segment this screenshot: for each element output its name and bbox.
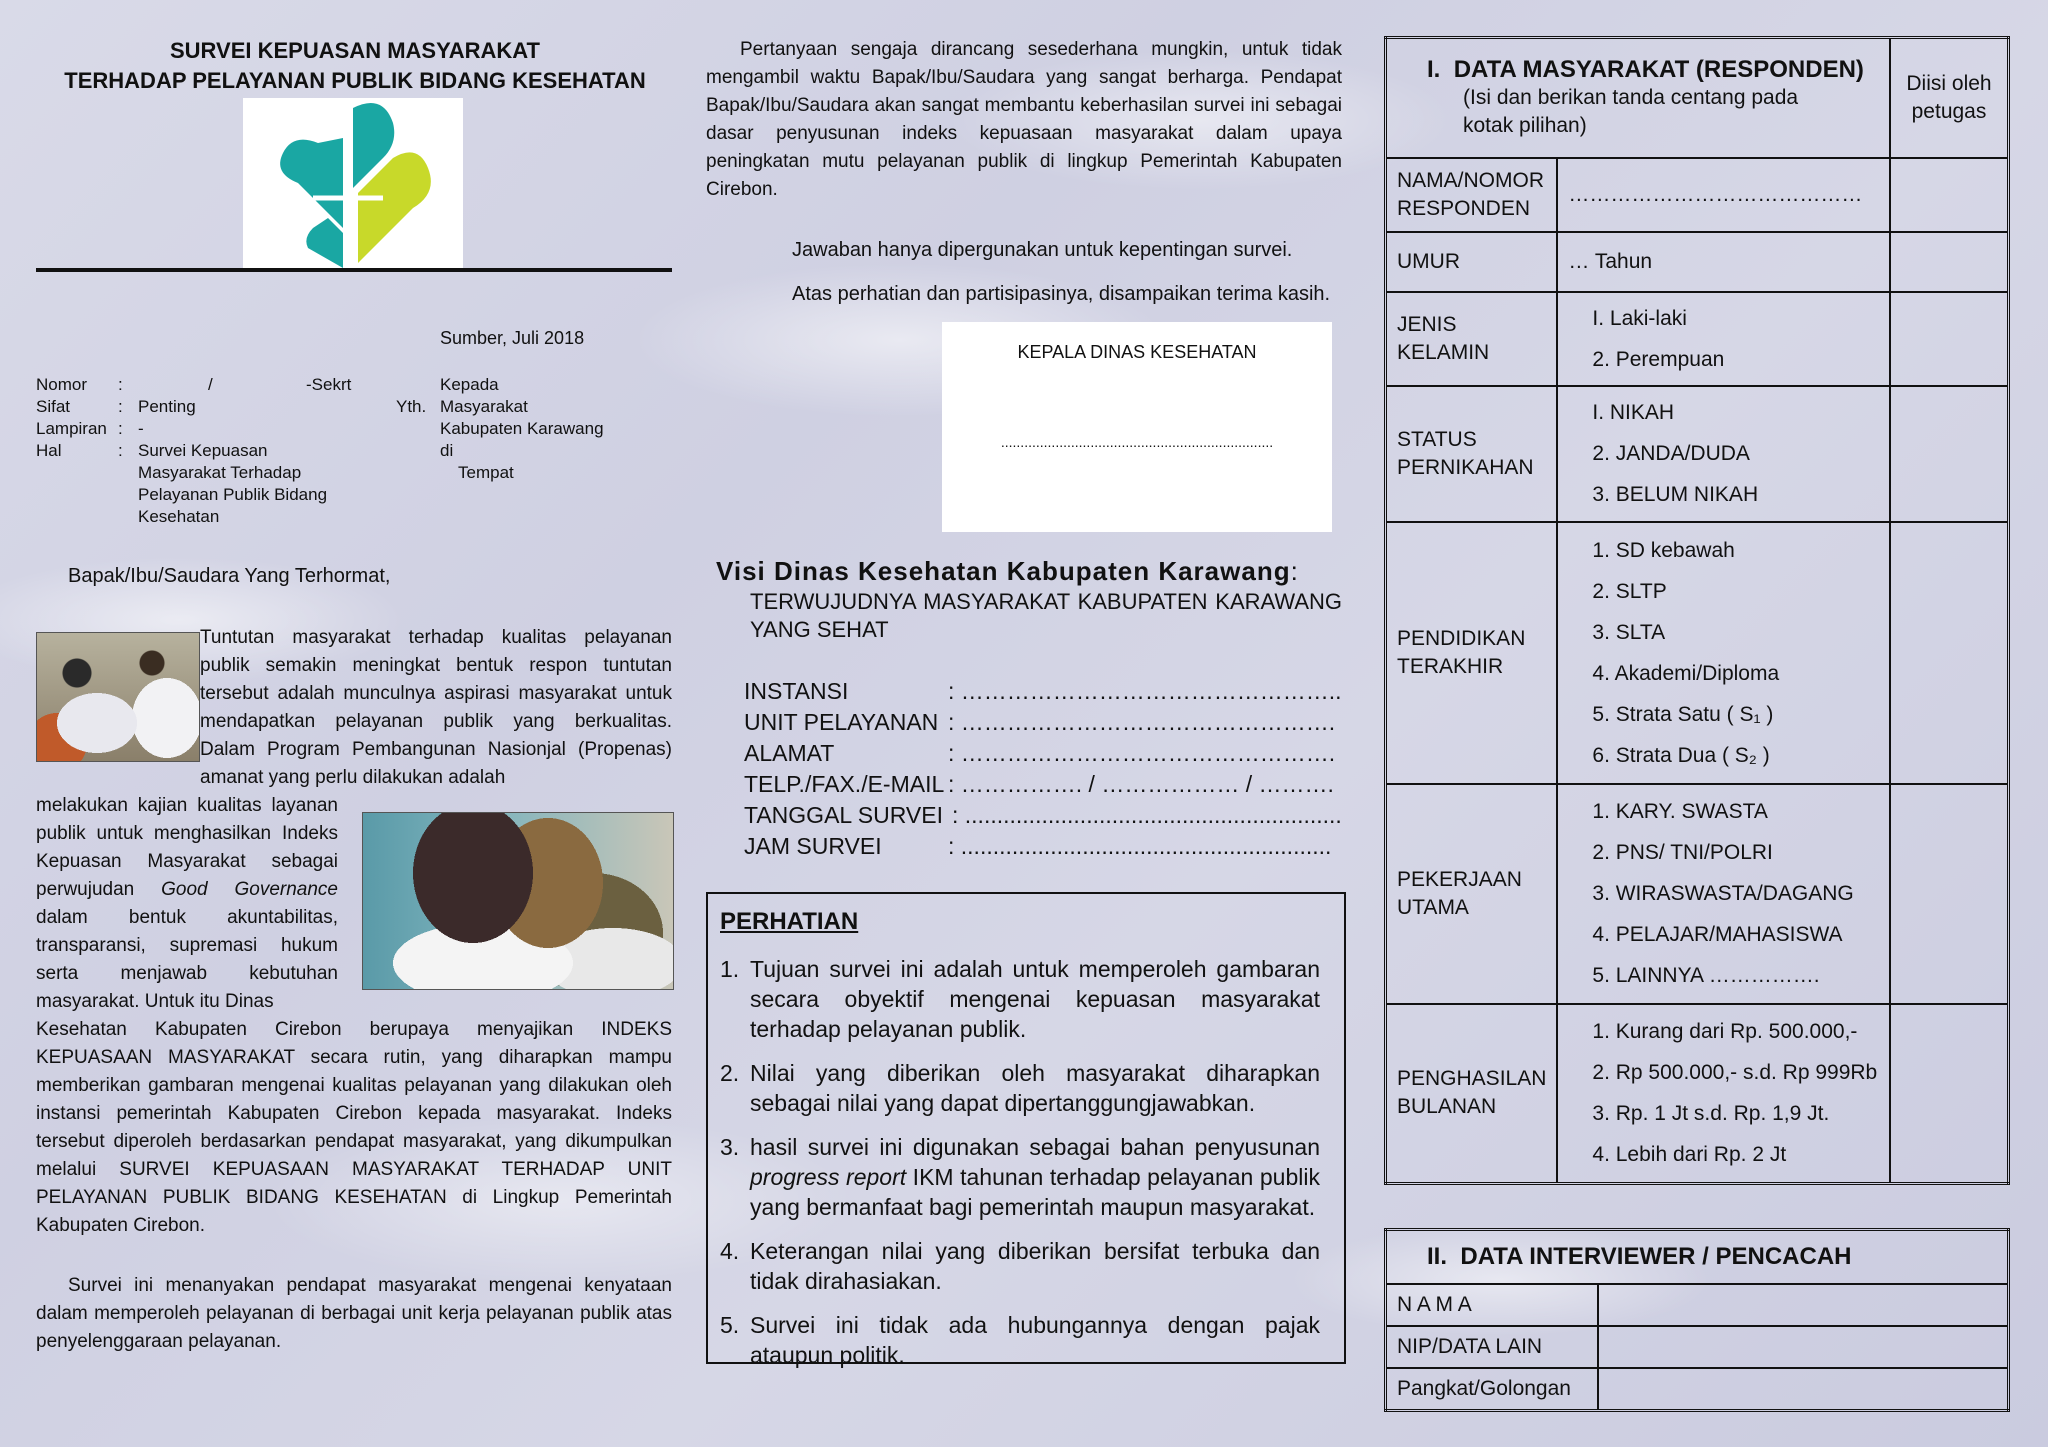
community-photo [36, 632, 200, 762]
option-item[interactable]: 6. Strata Dua ( S₂ ) [1592, 743, 1770, 767]
officer-cell[interactable] [1890, 522, 2009, 784]
section1-header-row [1386, 38, 2009, 158]
option-item[interactable]: 2. Rp 500.000,- s.d. Rp 999Rb [1592, 1061, 1878, 1085]
row-label: JENIS KELAMIN [1386, 292, 1558, 386]
survey-description-paragraph: Survei ini menanyakan pendapat masyarakat mengenai kenyataan dalam memperoleh pelayanan di berbagai unit kerja pelayanan publik atas penyelenggaraan pelayanan. [36, 1275, 672, 1352]
item-number: 4. [720, 1238, 740, 1264]
item-text: Nilai yang diberikan oleh masyarakat diharapkan sebagai nilai yang dapat dipertanggungjawabkan. [750, 1060, 1320, 1116]
item-text-b: IKM tahunan terhadap pelayanan publik yang bermanfaat bagi pemerintah maupun masyarakat. [750, 1164, 1320, 1220]
form-value[interactable]: : …………………………………………. [948, 740, 1336, 766]
form-value[interactable]: : ………………………………………….. [948, 678, 1342, 704]
form-row-jam-survei[interactable] [744, 831, 1344, 862]
kepada-label: Kepada [440, 375, 499, 394]
income-options [1557, 1004, 1890, 1184]
sifat-value: Penting [138, 397, 196, 416]
vision-heading-text: Visi Dinas Kesehatan Kabupaten Karawang [716, 556, 1291, 586]
option-item[interactable]: 2. JANDA/DUDA [1592, 442, 1750, 465]
recipient-line-1: Masyarakat [440, 397, 528, 416]
health-ministry-logo-icon [243, 98, 463, 268]
table-row [1386, 158, 2009, 232]
option-item[interactable]: 1. SD kebawah [1592, 538, 1735, 562]
form-row-unit-pelayanan[interactable] [744, 707, 1344, 738]
intro-b-italic: Good Governance [161, 879, 338, 900]
attention-item [720, 1310, 1320, 1370]
item-text: Tujuan survei ini adalah untuk memperoleh gambaran secara obyektif mengenai kepuasan masyarakat terhadap pelayanan publik. [750, 956, 1320, 1042]
hal-value-2: Masyarakat Terhadap [138, 463, 302, 482]
row-label: STATUS PERNIKAHAN [1386, 386, 1558, 522]
interviewer-name-input[interactable] [1598, 1284, 2009, 1326]
table-row [1386, 1326, 2009, 1368]
option-item[interactable]: 3. BELUM NIKAH [1592, 483, 1759, 506]
section1-title-text: DATA MASYARAKAT (RESPONDEN) [1453, 55, 1864, 83]
form-label: JAM SURVEI [744, 833, 882, 859]
option-item[interactable]: 1. Kurang dari Rp. 500.000,- [1592, 1020, 1858, 1044]
option-item[interactable]: 4. Lebih dari Rp. 2 Jt [1592, 1143, 1787, 1167]
attention-heading: PERHATIAN [720, 908, 859, 935]
title-line-2: TERHADAP PELAYANAN PUBLIK BIDANG KESEHATAN [64, 68, 646, 93]
section1-title [1427, 56, 1879, 84]
form-label: ALAMAT [744, 740, 835, 766]
form-row-tanggal-survei[interactable] [744, 800, 1344, 831]
form-value[interactable]: : …………………………………………. [948, 709, 1336, 735]
form-label: TELP./FAX./E-MAIL [744, 771, 945, 797]
officer-cell[interactable] [1890, 158, 2009, 232]
survey-info-form [744, 676, 1344, 862]
table-row [1386, 1368, 2009, 1411]
letter-date: Sumber, Juli 2018 [440, 328, 585, 348]
attention-item [720, 954, 1320, 1044]
option-item[interactable]: 5. LAINNYA ……………. [1592, 964, 1820, 987]
interviewer-label: NIP/DATA LAIN [1386, 1326, 1599, 1368]
education-options [1557, 522, 1890, 784]
lampiran-value: - [138, 419, 144, 438]
form-value[interactable]: : .......................................................... [948, 833, 1332, 859]
officer-cell[interactable] [1890, 292, 2009, 386]
item-text-a: hasil survei ini digunakan sebagai bahan penyusunan [750, 1134, 1320, 1160]
item-number: 1. [720, 956, 740, 982]
signer-title: KEPALA DINAS KESEHATAN [1017, 342, 1257, 362]
table-row [1386, 1004, 2009, 1184]
section1-header [1386, 38, 1891, 158]
intro-paragraph-c: Kesehatan Kabupaten Cirebon berupaya menyajikan INDEKS KEPUASAAN MASYARAKAT secara rutin, yang diharapkan mampu memberikan gambaran mengenai kualitas pelayanan yang dilakukan oleh instansi pemerintah Kabupaten Cirebon kepada masyarakat. Indeks tersebut diperoleh berdasarkan pendapat masyarakat, yang dikumpulkan melalui SURVEI KEPUASAAN MASYARAKAT TERHADAP UNIT PELAYANAN PUBLIK BIDANG KESEHATAN di Lingkup Pemerintah Kabupaten Cirebon. [36, 1019, 672, 1236]
form-value[interactable]: : ……………. / ……………… / ………. [948, 771, 1334, 797]
recipient-block [440, 374, 604, 484]
option-item[interactable]: I. Laki-laki [1592, 306, 1687, 330]
interviewer-rank-input[interactable] [1598, 1368, 2009, 1411]
document-title [40, 36, 670, 96]
form-value[interactable]: : ........................................................... [952, 802, 1342, 828]
letter-meta-labels [36, 374, 107, 462]
salutation: Bapak/Ibu/Saudara Yang Terhormat, [68, 565, 391, 587]
age-input[interactable]: … Tahun [1557, 232, 1890, 292]
recipient-line-2: Kabupaten Karawang [440, 419, 604, 438]
section1-number: I. [1427, 55, 1441, 83]
table-row [1386, 784, 2009, 1004]
item-text: Keterangan nilai yang diberikan bersifat terbuka dan tidak dirahasiakan. [750, 1238, 1320, 1294]
vision-text: TERWUJUDNYA MASYARAKAT KABUPATEN KARAWANG YANG SEHAT [750, 589, 1342, 642]
marital-options [1557, 386, 1890, 522]
attention-item [720, 1236, 1320, 1296]
letter-meta-values [138, 374, 398, 528]
hal-value-1: Survei Kepuasan [138, 441, 268, 460]
section2-header-row [1386, 1230, 2009, 1285]
hal-label: Hal [36, 441, 62, 460]
occupation-options [1557, 784, 1890, 1004]
table-row [1386, 1284, 2009, 1326]
form-label: INSTANSI [744, 678, 849, 704]
attention-box [706, 892, 1346, 1368]
option-item[interactable]: 3. SLTA [1592, 620, 1666, 644]
letter-meta-colons: : : : : [118, 375, 123, 460]
header-divider [36, 268, 672, 272]
option-item[interactable]: 3. Rp. 1 Jt s.d. Rp. 1,9 Jt. [1592, 1102, 1830, 1126]
item-number: 5. [720, 1312, 740, 1338]
interviewer-label: N A M A [1386, 1284, 1599, 1326]
option-item[interactable]: 1. KARY. SWASTA [1592, 800, 1768, 823]
yth-label: Yth. [396, 397, 427, 416]
interviewer-nip-input[interactable] [1598, 1326, 2009, 1368]
item-text: Survei ini tidak ada hubungannya dengan pajak ataupun politik. [750, 1312, 1320, 1368]
section2-number: II. [1427, 1243, 1448, 1270]
attention-list [720, 954, 1320, 1384]
form-row-alamat[interactable] [744, 738, 1344, 769]
recipient-line-4: Tempat [458, 463, 514, 482]
section1-subtitle: (Isi dan berikan tanda centang pada kotak pilihan) [1463, 85, 1799, 137]
table-row [1386, 292, 2009, 386]
signature-line: ...................................................................... [1000, 434, 1274, 450]
form-label: TANGGAL SURVEI [744, 802, 943, 828]
intro-paragraph-a: Tuntutan masyarakat terhadap kualitas pelayanan publik semakin meningkat bentuk respon tuntutan tersebut adalah munculnya aspirasi masyarakat untuk mendapatkan pelayanan publik yang berkualitas. Dalam Program Pembangunan Nasionjal (Propenas) amanat yang perlu dilakukan adalah [200, 627, 672, 788]
interviewer-label: Pangkat/Golongan [1386, 1368, 1599, 1411]
option-item[interactable]: I. NIKAH [1592, 401, 1675, 424]
vision-colon: : [1290, 556, 1299, 586]
nomor-label: Nomor [36, 375, 88, 394]
nomor-value: / [208, 375, 213, 394]
intro-paragraph-b [36, 792, 338, 1016]
section2-title [1386, 1230, 2009, 1285]
form-row-telp[interactable] [744, 769, 1344, 800]
table-row [1386, 232, 2009, 292]
intro-b-text-1: melakukan kajian kualitas layanan publik untuk menghasilkan Indeks Kepuasan Masyarakat sebagai perwujudan [36, 795, 338, 900]
ministry-logo [243, 98, 463, 268]
questions-paragraph: Pertanyaan sengaja dirancang sesederhana mungkin, untuk tidak mengambil waktu Bapak/Ibu/Saudara yang sangat berharga. Pendapat Bapak/Ibu/Saudara akan sangat membantu keberhasilan survei ini sebagai dasar penyusunan indeks kepuasaan masyarakat dalam upaya peningkatan mutu pelayanan publik di lingkup Pemerintah Kabupaten Cirebon. [706, 39, 1342, 200]
item-number: 3. [720, 1134, 740, 1160]
option-item[interactable]: 4. Akademi/Diploma [1592, 661, 1780, 685]
intro-b-text-2: dalam bentuk akuntabilitas, transparansi, supremasi hukum serta menjawab kebutuhan masyarakat. Untuk itu Dinas [36, 907, 338, 1012]
row-label: UMUR [1386, 232, 1558, 292]
row-label: PENGHASILAN BULANAN [1386, 1004, 1558, 1184]
recipient-line-3: di [440, 441, 454, 460]
signature-box [942, 322, 1332, 532]
option-item[interactable]: 2. SLTP [1592, 579, 1667, 603]
table-row [1386, 386, 2009, 522]
thank-you-note: Atas perhatian dan partisipasinya, disampaikan terima kasih. [792, 283, 1331, 305]
nomor-suffix: -Sekrt [306, 375, 352, 394]
hal-value-3: Pelayanan Publik Bidang [138, 485, 328, 504]
row-label: PEKERJAAN UTAMA [1386, 784, 1558, 1004]
name-input[interactable]: …………………………………… [1557, 158, 1890, 232]
option-item[interactable]: 5. Strata Satu ( S₁ ) [1592, 702, 1774, 726]
section2-title-text: DATA INTERVIEWER / PENCACAH [1460, 1243, 1852, 1270]
item-number: 2. [720, 1060, 740, 1086]
option-item[interactable]: 3. WIRASWASTA/DAGANG [1592, 882, 1854, 905]
row-label: PENDIDIKAN TERAKHIR [1386, 522, 1558, 784]
confidentiality-note: Jawaban hanya dipergunakan untuk kepentingan survei. [792, 239, 1293, 261]
option-item[interactable]: 2. Perempuan [1592, 347, 1725, 371]
respondent-data-table [1384, 36, 2010, 1185]
officer-cell[interactable] [1890, 386, 2009, 522]
sifat-label: Sifat [36, 397, 71, 416]
interviewer-data-table [1384, 1228, 2010, 1412]
item-text-italic: progress report [750, 1164, 907, 1190]
attention-item [720, 1058, 1320, 1118]
vision-heading [716, 556, 1299, 587]
option-item[interactable]: 2. PNS/ TNI/POLRI [1592, 841, 1773, 864]
item-text [750, 1132, 1320, 1222]
row-label: NAMA/NOMOR RESPONDEN [1386, 158, 1558, 232]
gender-options [1557, 292, 1890, 386]
officer-cell[interactable] [1890, 784, 2009, 1004]
form-row-instansi[interactable] [744, 676, 1344, 707]
attention-item [720, 1132, 1320, 1222]
table-row [1386, 522, 2009, 784]
survey-photo [362, 812, 674, 990]
officer-column-header: Diisi oleh petugas [1890, 38, 2009, 158]
lampiran-label: Lampiran [36, 419, 107, 438]
officer-cell[interactable] [1890, 232, 2009, 292]
form-label: UNIT PELAYANAN [744, 709, 939, 735]
hal-value-4: Kesehatan [138, 507, 220, 526]
title-line-1: SURVEI KEPUASAN MASYARAKAT [170, 38, 540, 63]
officer-cell[interactable] [1890, 1004, 2009, 1184]
option-item[interactable]: 4. PELAJAR/MAHASISWA [1592, 923, 1843, 946]
